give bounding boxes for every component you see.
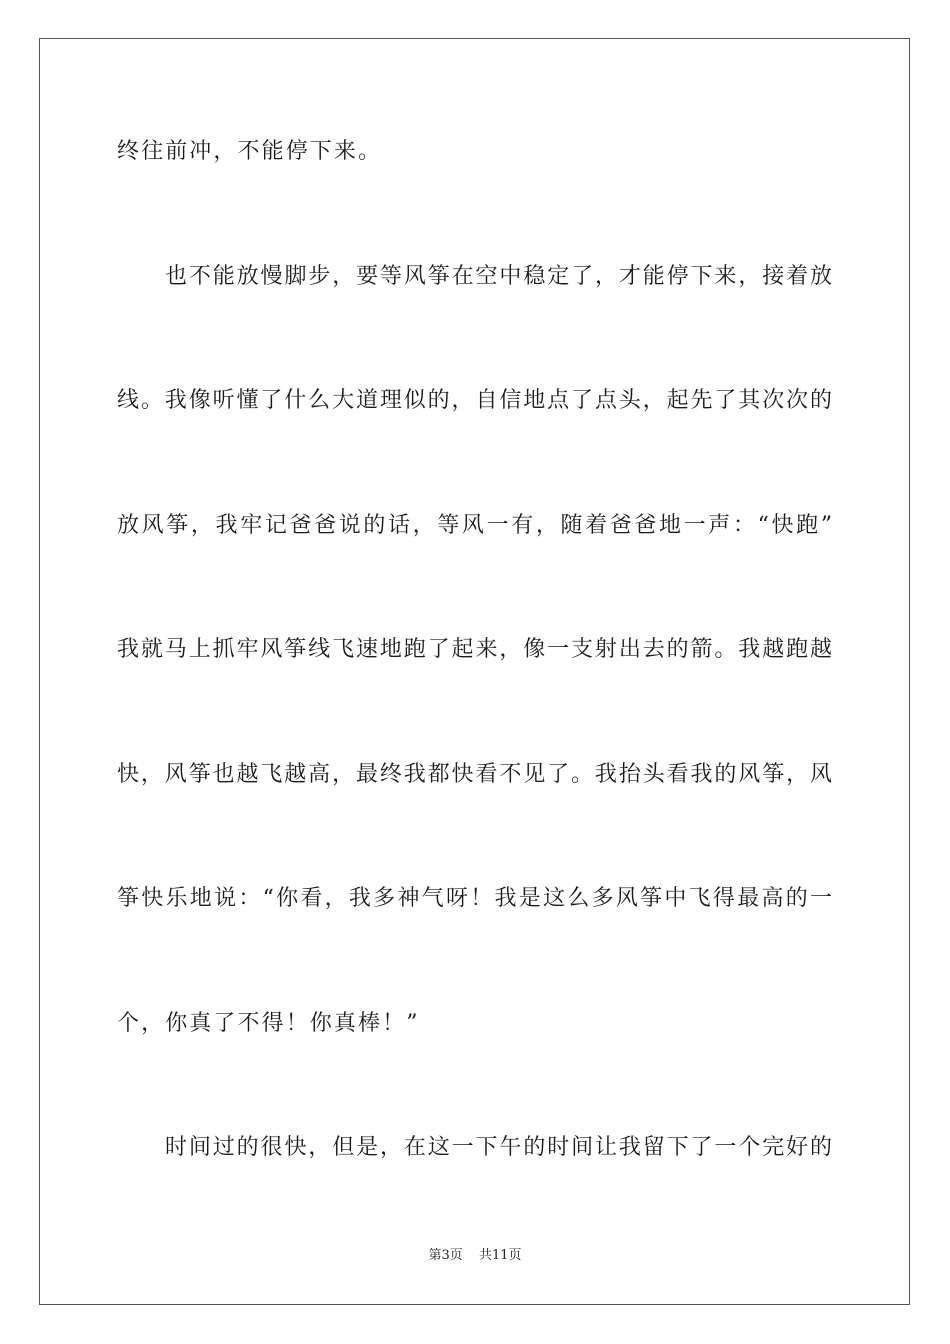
- paragraph-line: 线。我像听懂了什么大道理似的，自信地点了点头，起先了其次次的: [117, 388, 832, 413]
- document-body: [117, 128, 832, 1249]
- paragraph-line: 个，你真了不得！你真棒！”: [117, 1010, 420, 1036]
- page-number: 第3页: [428, 1248, 463, 1263]
- paragraph-line: 时间过的很快，但是，在这一下午的时间让我留下了一个完好的: [165, 1135, 832, 1160]
- paragraph-line: 终往前冲，不能停下来。: [117, 139, 383, 164]
- paragraph-line: 放风筝，我牢记爸爸说的话，等风一有，随着爸爸地一声：“快跑”: [117, 512, 832, 538]
- page-total: 共11页: [478, 1248, 522, 1263]
- paragraph-line: 也不能放慢脚步，要等风筝在空中稳定了，才能停下来，接着放: [165, 263, 832, 289]
- paragraph-line: 我就马上抓牢风筝线飞速地跑了起来，像一支射出去的箭。我越跑越: [117, 637, 832, 662]
- page-footer: [0, 1246, 950, 1266]
- paragraph-line: 快，风筝也越飞越高，最终我都快看不见了。我抬头看我的风筝，风: [117, 761, 832, 787]
- paragraph-line: 筝快乐地说：“你看，我多神气呀！我是这么多风筝中飞得最高的一: [117, 886, 832, 911]
